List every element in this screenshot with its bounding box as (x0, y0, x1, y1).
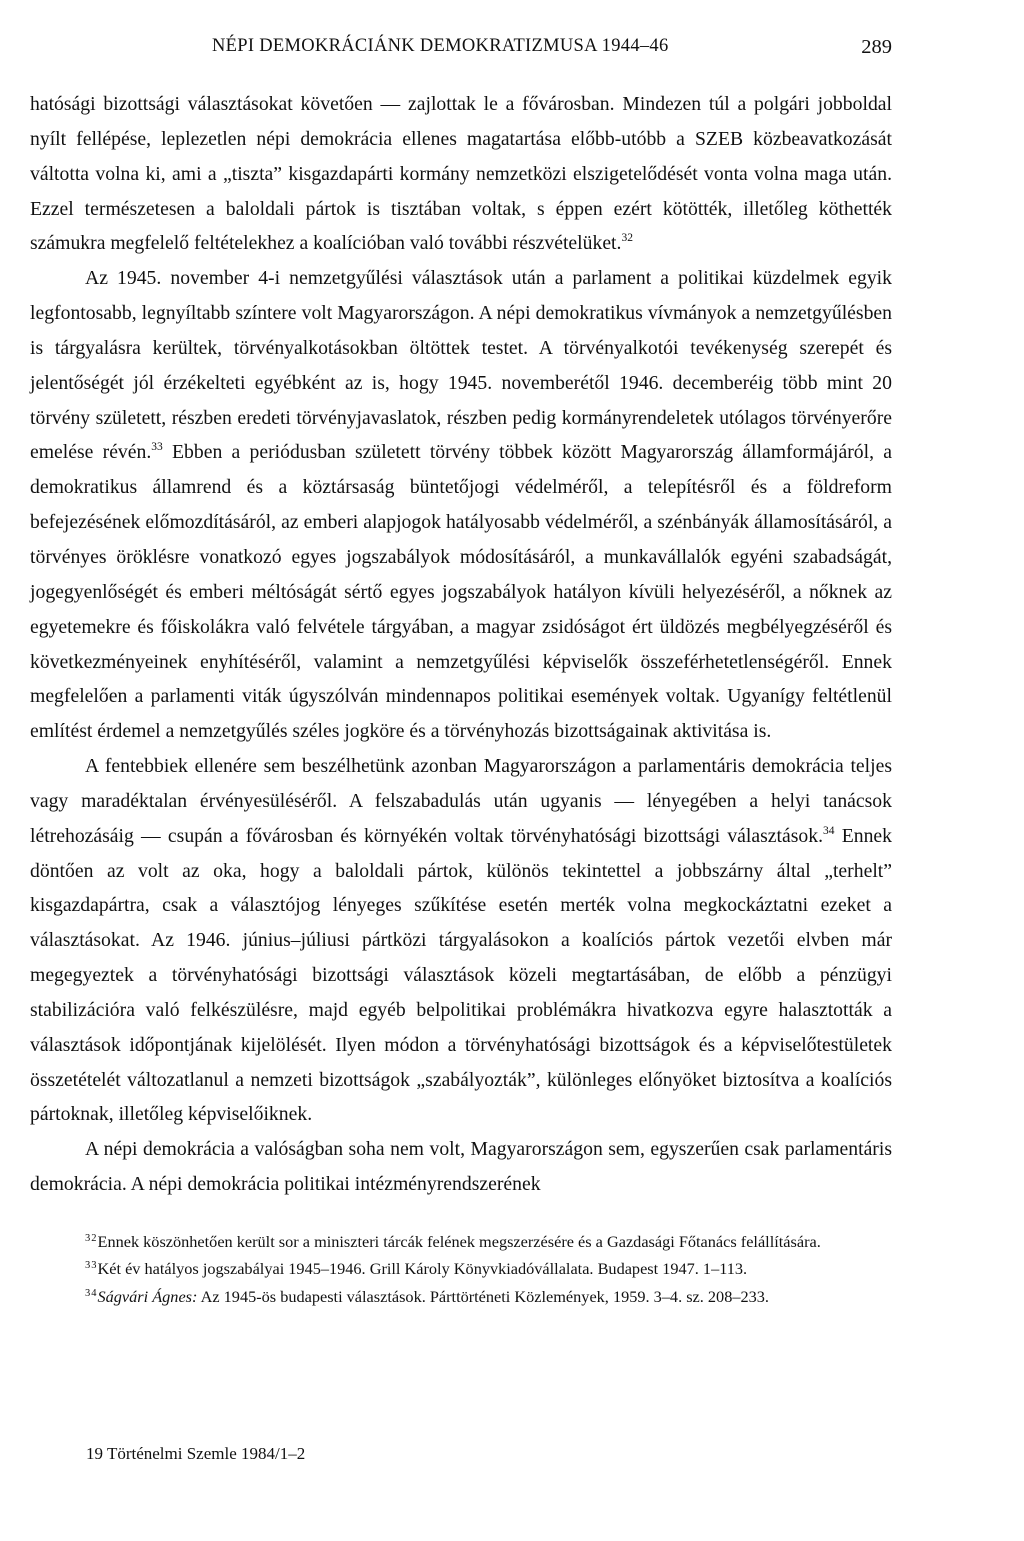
paragraph (30, 87, 892, 261)
paragraph-text: A fentebbiek ellenére sem beszélhetünk azonban Magyarországon a parlamentáris demokrácia teljes vagy maradéktalan érvényesüléséről. A felszabadulás után ugyanis — lényegében a helyi tanácsok létrehozásáig — csupán a fővárosban és környékén voltak törvényhatósági bizottsági választások. (30, 755, 892, 847)
paragraph-text: A népi demokrácia a valóságban soha nem volt, Magyarországon sem, egyszerűen csak parlamentáris demokrácia. A népi demokrácia politikai intézményrendszerének (30, 1138, 892, 1196)
footnote (30, 1285, 892, 1309)
footnote-mark: 33 (85, 1260, 98, 1272)
running-title: NÉPI DEMOKRÁCIÁNK DEMOKRATIZMUSA 1944–46 (212, 36, 669, 56)
body-text (30, 87, 892, 1202)
sheet-signature: 19 Történelmi Szemle 1984/1–2 (86, 1444, 306, 1463)
paragraph (30, 749, 892, 1132)
footnote (30, 1230, 892, 1254)
footnote (30, 1257, 892, 1281)
footnote-reference: 34 (823, 824, 835, 837)
paragraph (30, 261, 892, 749)
footnote-text: Az 1945-ös budapesti választások. Párttörténeti Közlemények, 1959. 3–4. sz. 208–233. (197, 1286, 769, 1306)
paragraph-text: hatósági bizottsági választásokat követően — zajlottak le a fővárosban. Mindezen túl a polgári jobboldal nyílt fellépése, leplezetlen népi demokrácia ellenes magatartása előbb-utóbb a SZEB közbeavatkozását váltotta volna ki, ami a „tiszta” kisgazdapárti kormány nemzetközi elszigetelődését vonta volna maga után. Ezzel természetesen a baloldali pártok is tisztában voltak, s éppen ezért kötötték, illetőleg köthették számukra megfelelő feltételekhez a koalícióban való további részvételüket. (30, 93, 892, 255)
page-number: 289 (861, 36, 892, 58)
footnote-mark: 32 (85, 1233, 98, 1244)
footnote-author: Ságvári Ágnes: (97, 1286, 198, 1306)
paragraph-text: Ebben a periódusban született törvény többek között Magyarország államformájáról, a demokratikus államrend és a köztársaság büntetőjogi védelméről, a telepítésről és a földreform befejezésének előmozdításáról, az emberi alapjogok hatályosabb védelméről, a szénbányák államosításáról, a törvényes öröklésre vonatkozó egyes jogszabályok módosításáról, a munkavállalók egyéni szabadságát, jogegyenlőségét és emberi méltóságát sértő egyes jogszabályok hatályon kívüli helyezéséről, a nőknek az egyetemekre és főiskolákra való felvétele tárgyában, a magyar zsidóságot ért üldözés megbélyegzéséről és következményeinek enyhítéséről, valamint a nemzetgyűlési képviselők összeférhetetlenségéről. Ennek megfelelően a parlamenti viták úgyszólván mindennapos politikai események voltak. Ugyanígy feltétlenül említést érdemel a nemzetgyűlés széles jogköre és a törvényhozás bizottságainak aktivitása is. (30, 441, 892, 743)
footnote-text: Ennek köszönhetően került sor a miniszteri tárcák felének megszerzésére és a Gazdasági Főtanács felállítására. (97, 1232, 821, 1251)
footnote-mark: 34 (85, 1287, 98, 1299)
page-header (212, 36, 892, 66)
footnotes (30, 1230, 892, 1312)
footnote-text: Két év hatályos jogszabályai 1945–1946. Grill Károly Könyvkiadóvállalata. Budapest 1947. 1–113. (97, 1259, 748, 1279)
paragraph (30, 1132, 892, 1202)
paragraph-text: Ennek döntően az volt az oka, hogy a baloldali pártok, különös tekintettel a jobbszárny által „terhelt” kisgazdapártra, csak a választójog lényeges szűkítése esetén merték volna megkockáztatni ezeket a választásokat. Az 1946. június–júliusi pártközi tárgyalásokon a koalíciós pártok vezetői elvben már megegyeztek a törvényhatósági bizottsági választások közeli megtartásában, de előbb a pénzügyi stabilizációra való felkészülésre, majd egyéb belpolitikai problémákra hivatkozva egyre halasztották a választások időpontjának kijelölését. Ilyen módon a törvényhatósági bizottságok és a képviselőtestületek összetételét változatlanul a nemzeti bizottságok „szabályozták”, különleges előnyöket biztosítva a koalíciós pártoknak, illetőleg képviselőiknek. (30, 824, 893, 1126)
paragraph-text: Az 1945. november 4-i nemzetgyűlési választások után a parlament a politikai küzdelmek egyik legfontosabb, legnyíltabb színtere volt Magyarországon. A népi demokratikus vívmányok a nemzetgyűlésben is tárgyalásra kerültek, törvényalkotásokban öltöttek testet. A törvényalkotói tevékenység szerepét és jelentőségét jól érzékelteti egyébként az is, hogy 1945. novemberétől 1946. decemberéig több mint 20 törvény született, részben eredeti törvényjavaslatok, részben pedig kormányrendeletek utólagos törvényerőre emelése révén. (30, 267, 892, 464)
footnote-reference: 33 (151, 441, 163, 454)
footnote-reference: 32 (621, 232, 633, 245)
